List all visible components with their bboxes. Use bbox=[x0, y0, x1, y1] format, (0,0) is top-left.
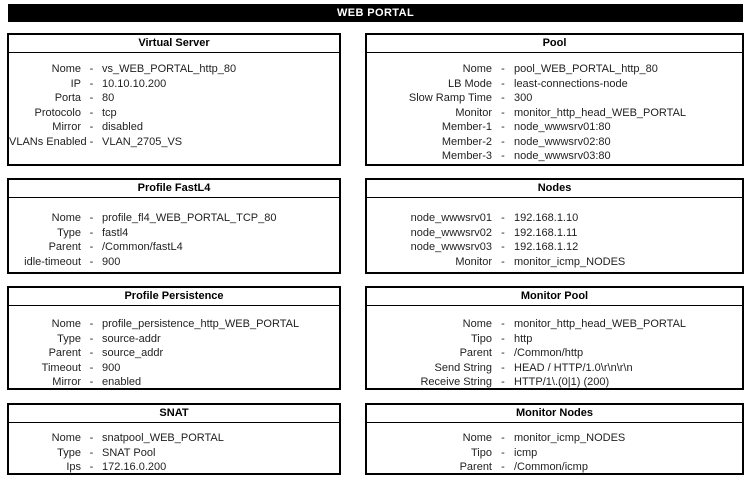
field-value: SNAT Pool bbox=[102, 446, 156, 459]
field-row bbox=[9, 91, 339, 106]
field-separator: - bbox=[89, 332, 94, 345]
field-label: Type bbox=[57, 226, 81, 239]
field-row bbox=[367, 446, 742, 461]
field-label: Parent bbox=[48, 347, 81, 359]
page-title: WEB PORTAL bbox=[336, 7, 415, 19]
field-row bbox=[367, 211, 742, 226]
field-label: Porta bbox=[54, 92, 81, 104]
field-value: disabled bbox=[102, 121, 143, 133]
field-row bbox=[367, 91, 742, 106]
pool-panel-fields bbox=[367, 53, 742, 164]
profile-persistence-panel bbox=[7, 286, 341, 390]
field-value: profile_fl4_WEB_PORTAL_TCP_80 bbox=[102, 212, 277, 224]
pool-panel-title: Pool bbox=[367, 35, 742, 53]
field-separator: - bbox=[89, 135, 94, 148]
field-separator: - bbox=[89, 226, 94, 239]
field-separator: - bbox=[501, 318, 505, 330]
field-value: 192.168.1.12 bbox=[514, 241, 579, 253]
field-separator: - bbox=[89, 446, 94, 459]
field-row bbox=[367, 135, 742, 150]
pool-panel bbox=[365, 33, 744, 166]
field-label: Mirror bbox=[52, 121, 81, 133]
field-separator: - bbox=[501, 63, 505, 75]
field-label: LB Mode bbox=[447, 77, 492, 90]
field-row bbox=[367, 431, 742, 446]
monitor-pool-panel-fields bbox=[367, 306, 742, 390]
field-value: node_wwwsrv02:80 bbox=[514, 135, 611, 148]
field-row bbox=[9, 317, 339, 332]
field-separator: - bbox=[501, 212, 505, 224]
field-value: 10.10.10.200 bbox=[102, 77, 167, 90]
field-separator: - bbox=[501, 432, 505, 444]
field-label: Mirror bbox=[52, 376, 81, 388]
field-label: Tipo bbox=[471, 446, 492, 459]
field-row bbox=[9, 255, 339, 270]
field-row bbox=[9, 332, 339, 347]
field-label: Send String bbox=[434, 361, 492, 374]
field-separator: - bbox=[89, 241, 94, 253]
profile-fastl4-panel-title: Profile FastL4 bbox=[9, 180, 339, 198]
profile-persistence-panel-title: Profile Persistence bbox=[9, 288, 339, 306]
field-row bbox=[367, 332, 742, 347]
field-value: profile_persistence_http_WEB_PORTAL bbox=[102, 318, 300, 330]
field-row bbox=[9, 460, 339, 475]
monitor-nodes-panel-fields bbox=[367, 423, 742, 475]
field-separator: - bbox=[501, 135, 505, 148]
field-separator: - bbox=[501, 106, 505, 119]
field-separator: - bbox=[501, 92, 505, 104]
field-row bbox=[9, 361, 339, 376]
field-value: 900 bbox=[102, 255, 121, 268]
field-separator: - bbox=[89, 461, 94, 473]
field-value: node_wwwsrv03:80 bbox=[514, 150, 611, 162]
field-row bbox=[367, 460, 742, 475]
field-label: Nome bbox=[462, 432, 492, 444]
field-row bbox=[9, 120, 339, 135]
field-label: Slow Ramp Time bbox=[408, 92, 492, 104]
field-row bbox=[9, 446, 339, 461]
field-value: enabled bbox=[102, 376, 142, 388]
field-value: 192.168.1.11 bbox=[514, 226, 578, 239]
field-separator: - bbox=[89, 255, 94, 268]
field-separator: - bbox=[501, 446, 505, 459]
monitor-pool-panel bbox=[365, 286, 744, 390]
field-value: pool_WEB_PORTAL_http_80 bbox=[514, 63, 658, 75]
field-value: monitor_http_head_WEB_PORTAL bbox=[514, 318, 687, 330]
field-separator: - bbox=[501, 461, 505, 473]
field-separator: - bbox=[501, 376, 505, 388]
field-value: /Common/fastL4 bbox=[102, 241, 183, 253]
field-value: icmp bbox=[514, 446, 538, 459]
field-value: monitor_http_head_WEB_PORTAL bbox=[514, 106, 687, 119]
field-label: Nome bbox=[51, 318, 81, 330]
field-label: Type bbox=[57, 446, 81, 459]
field-separator: - bbox=[89, 121, 94, 133]
field-label: Nome bbox=[51, 212, 81, 224]
field-value: 80 bbox=[102, 92, 115, 104]
field-value: 192.168.1.10 bbox=[514, 212, 579, 224]
field-row bbox=[9, 211, 339, 226]
monitor-nodes-panel bbox=[365, 403, 744, 475]
field-label: idle-timeout bbox=[24, 255, 81, 268]
field-label: node_wwwsrv02 bbox=[410, 226, 492, 239]
field-row bbox=[367, 346, 742, 361]
field-label: Protocolo bbox=[34, 106, 81, 119]
field-value: tcp bbox=[102, 106, 117, 119]
field-label: Nome bbox=[51, 63, 81, 75]
field-row bbox=[367, 62, 742, 77]
field-separator: - bbox=[89, 432, 94, 444]
field-value: vs_WEB_PORTAL_http_80 bbox=[102, 63, 237, 75]
monitor-pool-panel-title: Monitor Pool bbox=[367, 288, 742, 306]
field-value: HTTP/1\.(0|1) (200) bbox=[514, 376, 610, 388]
field-label: Member-1 bbox=[441, 121, 492, 133]
field-separator: - bbox=[89, 212, 94, 224]
field-separator: - bbox=[89, 63, 94, 75]
field-separator: - bbox=[501, 255, 505, 268]
field-row bbox=[9, 346, 339, 361]
field-value: VLAN_2705_VS bbox=[102, 135, 183, 148]
field-row bbox=[367, 255, 742, 270]
field-value: fastl4 bbox=[102, 226, 129, 239]
field-row bbox=[367, 120, 742, 135]
field-separator: - bbox=[501, 121, 505, 133]
field-row bbox=[9, 226, 339, 241]
field-separator: - bbox=[89, 77, 94, 90]
snat-panel-title: SNAT bbox=[9, 405, 339, 423]
profile-fastl4-panel-fields bbox=[9, 198, 339, 269]
field-label: Member-2 bbox=[441, 135, 492, 148]
nodes-panel-fields bbox=[367, 198, 742, 269]
field-separator: - bbox=[89, 92, 94, 104]
field-label: node_wwwsrv03 bbox=[410, 241, 492, 253]
field-row bbox=[9, 431, 339, 446]
field-value: 172.16.0.200 bbox=[102, 461, 167, 473]
field-value: http bbox=[514, 332, 533, 345]
field-label: Receive String bbox=[420, 376, 492, 388]
field-row bbox=[9, 77, 339, 92]
snat-panel-fields bbox=[9, 423, 339, 475]
field-label: Timeout bbox=[41, 361, 81, 374]
field-separator: - bbox=[501, 347, 505, 359]
field-label: Ips bbox=[66, 461, 81, 473]
monitor-nodes-panel-title: Monitor Nodes bbox=[367, 405, 742, 423]
profile-fastl4-panel bbox=[7, 178, 341, 274]
field-row bbox=[367, 361, 742, 376]
field-value: 900 bbox=[102, 361, 121, 374]
field-separator: - bbox=[89, 347, 94, 359]
field-value: HEAD / HTTP/1.0\r\n\r\n bbox=[514, 361, 633, 374]
field-label: IP bbox=[70, 77, 81, 90]
field-separator: - bbox=[501, 332, 505, 345]
field-value: 300 bbox=[514, 92, 533, 104]
field-label: node_wwwsrv01 bbox=[410, 212, 492, 224]
field-label: Member-3 bbox=[441, 150, 492, 162]
field-label: Monitor bbox=[455, 255, 492, 268]
field-value: source_addr bbox=[102, 347, 164, 359]
field-row bbox=[9, 375, 339, 390]
field-separator: - bbox=[501, 241, 505, 253]
field-separator: - bbox=[89, 318, 94, 330]
field-value: monitor_icmp_NODES bbox=[514, 432, 626, 444]
field-value: node_wwwsrv01:80 bbox=[514, 121, 611, 133]
field-value: monitor_icmp_NODES bbox=[514, 255, 626, 268]
field-value: /Common/icmp bbox=[514, 461, 588, 473]
field-row bbox=[367, 106, 742, 121]
field-label: Tipo bbox=[471, 332, 492, 345]
field-separator: - bbox=[89, 106, 94, 119]
field-label: VLANs Enabled bbox=[9, 135, 87, 148]
nodes-panel-title: Nodes bbox=[367, 180, 742, 198]
field-value: source-addr bbox=[102, 332, 161, 345]
field-row bbox=[9, 106, 339, 121]
field-value: snatpool_WEB_PORTAL bbox=[102, 432, 224, 444]
field-row bbox=[367, 77, 742, 92]
field-value: least-connections-node bbox=[514, 77, 628, 90]
virtual-server-panel bbox=[7, 33, 341, 166]
field-row bbox=[9, 240, 339, 255]
page-header bbox=[8, 4, 743, 22]
field-separator: - bbox=[89, 361, 94, 374]
field-label: Parent bbox=[48, 241, 81, 253]
field-row bbox=[367, 149, 742, 164]
field-separator: - bbox=[89, 376, 94, 388]
field-label: Monitor bbox=[455, 106, 492, 119]
field-row bbox=[367, 226, 742, 241]
field-separator: - bbox=[501, 150, 505, 162]
field-separator: - bbox=[501, 226, 505, 239]
virtual-server-panel-fields bbox=[9, 53, 339, 149]
field-separator: - bbox=[501, 361, 505, 374]
field-label: Nome bbox=[462, 63, 492, 75]
field-value: /Common/http bbox=[514, 347, 584, 359]
profile-persistence-panel-fields bbox=[9, 306, 339, 390]
field-label: Type bbox=[57, 332, 81, 345]
field-row bbox=[9, 135, 339, 150]
field-separator: - bbox=[501, 77, 505, 90]
field-label: Nome bbox=[51, 432, 81, 444]
nodes-panel bbox=[365, 178, 744, 274]
field-label: Nome bbox=[462, 318, 492, 330]
field-row bbox=[367, 240, 742, 255]
field-label: Parent bbox=[459, 461, 492, 473]
virtual-server-panel-title: Virtual Server bbox=[9, 35, 339, 53]
snat-panel bbox=[7, 403, 341, 475]
field-row bbox=[9, 62, 339, 77]
field-row bbox=[367, 375, 742, 390]
field-row bbox=[367, 317, 742, 332]
field-label: Parent bbox=[459, 347, 492, 359]
